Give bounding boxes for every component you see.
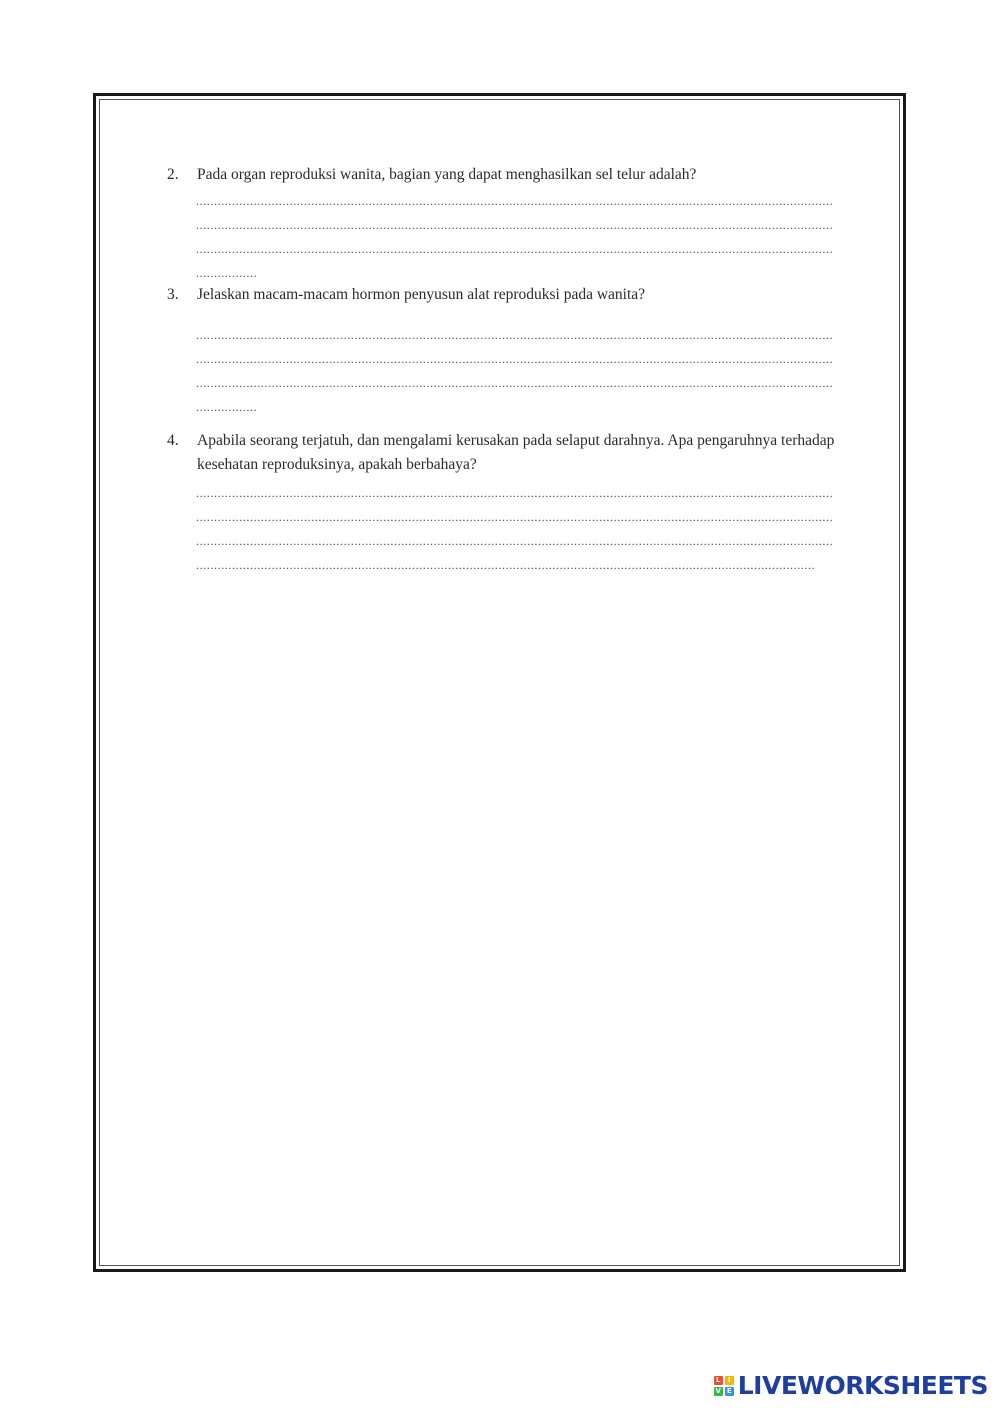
answer-line[interactable] bbox=[196, 352, 833, 366]
answer-line[interactable] bbox=[196, 242, 833, 256]
question-text: Pada organ reproduksi wanita, bagian yang dapat menghasilkan sel telur adalah? bbox=[197, 166, 697, 183]
logo-cell: I bbox=[725, 1376, 734, 1385]
answer-line[interactable] bbox=[196, 510, 833, 524]
question-number: 2. bbox=[167, 166, 179, 183]
answer-line[interactable] bbox=[196, 558, 816, 572]
question-3 bbox=[167, 283, 837, 307]
answer-line[interactable] bbox=[196, 328, 833, 342]
answer-line[interactable] bbox=[196, 266, 258, 280]
question-4 bbox=[167, 429, 837, 477]
question-2 bbox=[167, 163, 837, 187]
answer-line[interactable] bbox=[196, 486, 833, 500]
question-number: 4. bbox=[167, 432, 179, 449]
logo-grid-icon bbox=[714, 1376, 734, 1396]
question-text: Jelaskan macam-macam hormon penyusun alat reproduksi pada wanita? bbox=[197, 286, 646, 303]
question-text: Apabila seorang terjatuh, dan mengalami kerusakan pada selaput darahnya. Apa pengaruhnya terhadap kesehatan reproduksinya, apakah berbahaya? bbox=[197, 432, 835, 473]
question-number: 3. bbox=[167, 286, 179, 303]
logo-cell: L bbox=[714, 1376, 723, 1385]
answer-line[interactable] bbox=[196, 218, 833, 232]
answer-line[interactable] bbox=[196, 400, 258, 414]
logo-text: LIVEWORKSHEETS bbox=[737, 1371, 988, 1400]
answer-line[interactable] bbox=[196, 534, 833, 548]
liveworksheets-logo[interactable] bbox=[714, 1371, 988, 1400]
answer-line[interactable] bbox=[196, 194, 833, 208]
logo-cell: E bbox=[725, 1387, 734, 1396]
answer-line[interactable] bbox=[196, 376, 833, 390]
logo-cell: V bbox=[715, 1386, 721, 1395]
